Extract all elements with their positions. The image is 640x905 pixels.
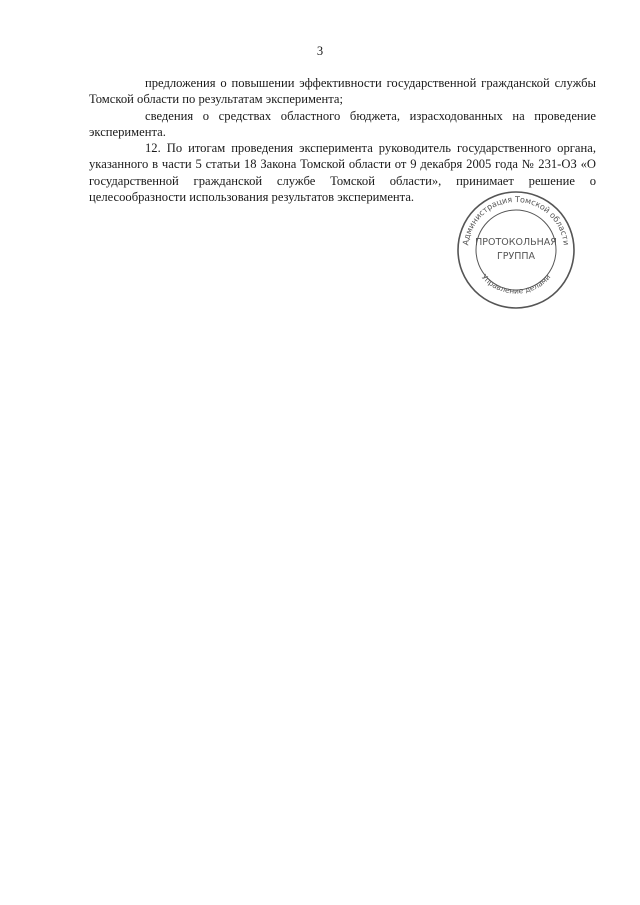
stamp-center-line-2: ГРУППА (496, 251, 536, 262)
stamp-center-line-1: ПРОТОКОЛЬНАЯ (475, 237, 557, 248)
protocol-group-stamp (454, 188, 578, 312)
paragraph-item-12: 12. По итогам проведения эксперимента руководитель государственного органа, указанного в части 5 статьи 18 Закона Томской области от 9 декабря 2005 года № 231-ОЗ «О государственной гражданской службе Томской области», принимает решение о целесообразности использования результатов эксперимента. (89, 141, 596, 205)
body-text (89, 75, 596, 205)
stamp-bottom-arc-text: Управление делами (479, 272, 553, 296)
stamp-top-arc-text: Администрация Томской области (461, 194, 571, 246)
paragraph-proposals: предложения о повышении эффективности государственной гражданской службы Томской области по результатам эксперимента; (89, 76, 596, 107)
paragraph-budget-info: сведения о средствах областного бюджета, израсходованных на проведение эксперимента. (89, 108, 596, 139)
page-number: 3 (316, 44, 324, 58)
